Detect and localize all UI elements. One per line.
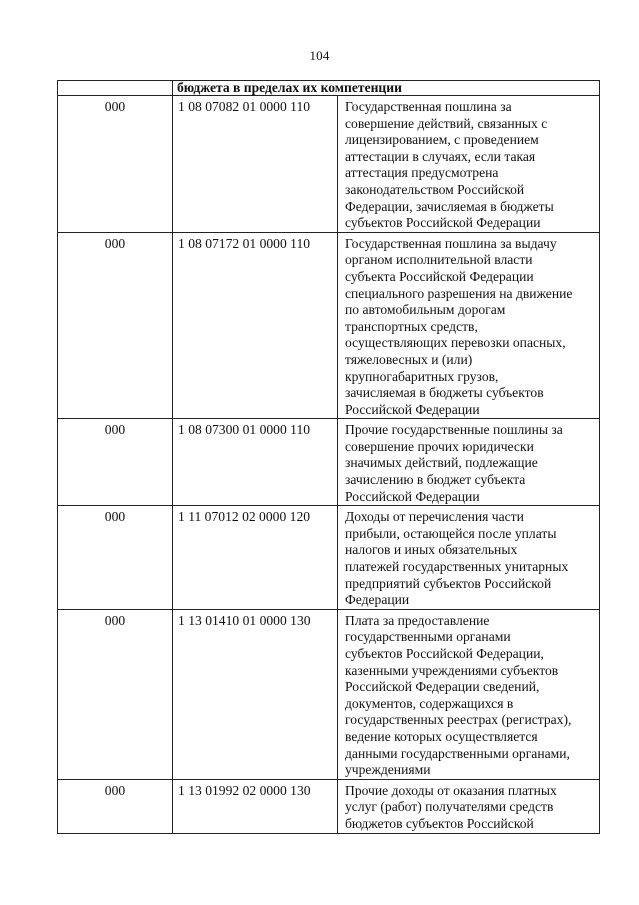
admin-code-cell: 000 — [58, 419, 173, 506]
description-line: платежей государственных унитарных — [345, 559, 569, 575]
description-line: зачислению в бюджет субъекта — [345, 472, 526, 488]
description-line: Российской Федерации — [345, 401, 480, 417]
description-line: прибыли, остающейся после уплаты — [345, 525, 557, 541]
description-line: документов, содержащихся в — [345, 695, 514, 711]
income-description-cell — [338, 779, 600, 833]
classification-code-cell: 1 13 01992 02 0000 130 — [173, 779, 338, 833]
revenue-codes-table — [57, 80, 600, 834]
header-continuation-text: бюджета в пределах их компетенции — [177, 80, 402, 95]
header-cell-text — [173, 81, 600, 96]
description-line: субъекта Российской Федерации — [345, 268, 534, 284]
description-line: государственных реестрах (регистрах), — [345, 712, 572, 728]
description-line: учреждениями — [345, 762, 431, 778]
description-line: данными государственными органами, — [345, 745, 570, 761]
classification-code-cell: 1 11 07012 02 0000 120 — [173, 506, 338, 610]
description-line: Федерации — [345, 592, 410, 608]
classification-code-cell: 1 08 07082 01 0000 110 — [173, 96, 338, 233]
description-line: Прочие доходы от оказания платных — [345, 782, 557, 798]
description-line: Российской Федерации — [345, 488, 480, 504]
admin-code-cell: 000 — [58, 779, 173, 833]
admin-code-cell: 000 — [58, 232, 173, 419]
description-line: законодательством Российской — [345, 181, 525, 197]
description-line: совершение прочих юридически — [345, 438, 534, 454]
description-line: по автомобильным дорогам — [345, 302, 506, 318]
classification-code-cell: 1 08 07300 01 0000 110 — [173, 419, 338, 506]
page-number: 104 — [309, 48, 330, 63]
description-line: значимых действий, подлежащие — [345, 455, 538, 471]
admin-code-cell: 000 — [58, 506, 173, 610]
description-line: совершение действий, связанных с — [345, 115, 548, 131]
classification-code-cell: 1 13 01410 01 0000 130 — [173, 609, 338, 779]
admin-code-cell: 000 — [58, 96, 173, 233]
description-line: специального разрешения на движение — [345, 285, 573, 301]
table-body — [58, 81, 600, 834]
income-description-cell — [338, 96, 600, 233]
description-line: Федерации, зачисляемая в бюджеты — [345, 198, 554, 214]
table-row — [58, 232, 600, 419]
description-line: казенными учреждениями субъектов — [345, 662, 559, 678]
description-line: тяжеловесных и (или) — [345, 351, 473, 367]
classification-code-cell: 1 08 07172 01 0000 110 — [173, 232, 338, 419]
description-line: ведение которых осуществляется — [345, 728, 538, 744]
description-line: органом исполнительной власти — [345, 252, 533, 268]
description-line: Российской Федерации сведений, — [345, 679, 540, 695]
description-line: налогов и иных обязательных — [345, 542, 518, 558]
description-line: осуществляющих перевозки опасных, — [345, 335, 566, 351]
income-description-cell — [338, 232, 600, 419]
description-line: Доходы от перечисления части — [345, 509, 524, 525]
description-line: Плата за предоставление — [345, 612, 490, 628]
description-line: аттестации в случаях, если такая — [345, 148, 536, 164]
table-row — [58, 609, 600, 779]
description-line: зачисляемая в бюджеты субъектов — [345, 385, 544, 401]
description-line: Прочие государственные пошлины за — [345, 422, 563, 438]
admin-code-cell: 000 — [58, 609, 173, 779]
description-line: транспортных средств, — [345, 318, 478, 334]
description-line: бюджетов субъектов Российской — [345, 815, 534, 831]
table-row — [58, 779, 600, 833]
table-row — [58, 506, 600, 610]
description-line: Государственная пошлина за выдачу — [345, 235, 557, 251]
table-row — [58, 96, 600, 233]
description-line: Государственная пошлина за — [345, 99, 512, 114]
description-line: государственными органами — [345, 629, 511, 645]
description-line: аттестация предусмотрена — [345, 165, 499, 181]
table-header-row — [58, 81, 600, 96]
description-line: крупногабаритных грузов, — [345, 368, 499, 384]
description-line: субъектов Российской Федерации — [345, 215, 541, 231]
description-line: предприятий субъектов Российской — [345, 575, 552, 591]
description-line: субъектов Российской Федерации, — [345, 646, 544, 661]
header-cell-empty — [58, 81, 173, 96]
income-description-cell — [338, 419, 600, 506]
table-row — [58, 419, 600, 506]
income-description-cell — [338, 506, 600, 610]
description-line: лицензированием, с проведением — [345, 132, 539, 148]
income-description-cell — [338, 609, 600, 779]
description-line: услуг (работ) получателями средств — [345, 799, 554, 815]
